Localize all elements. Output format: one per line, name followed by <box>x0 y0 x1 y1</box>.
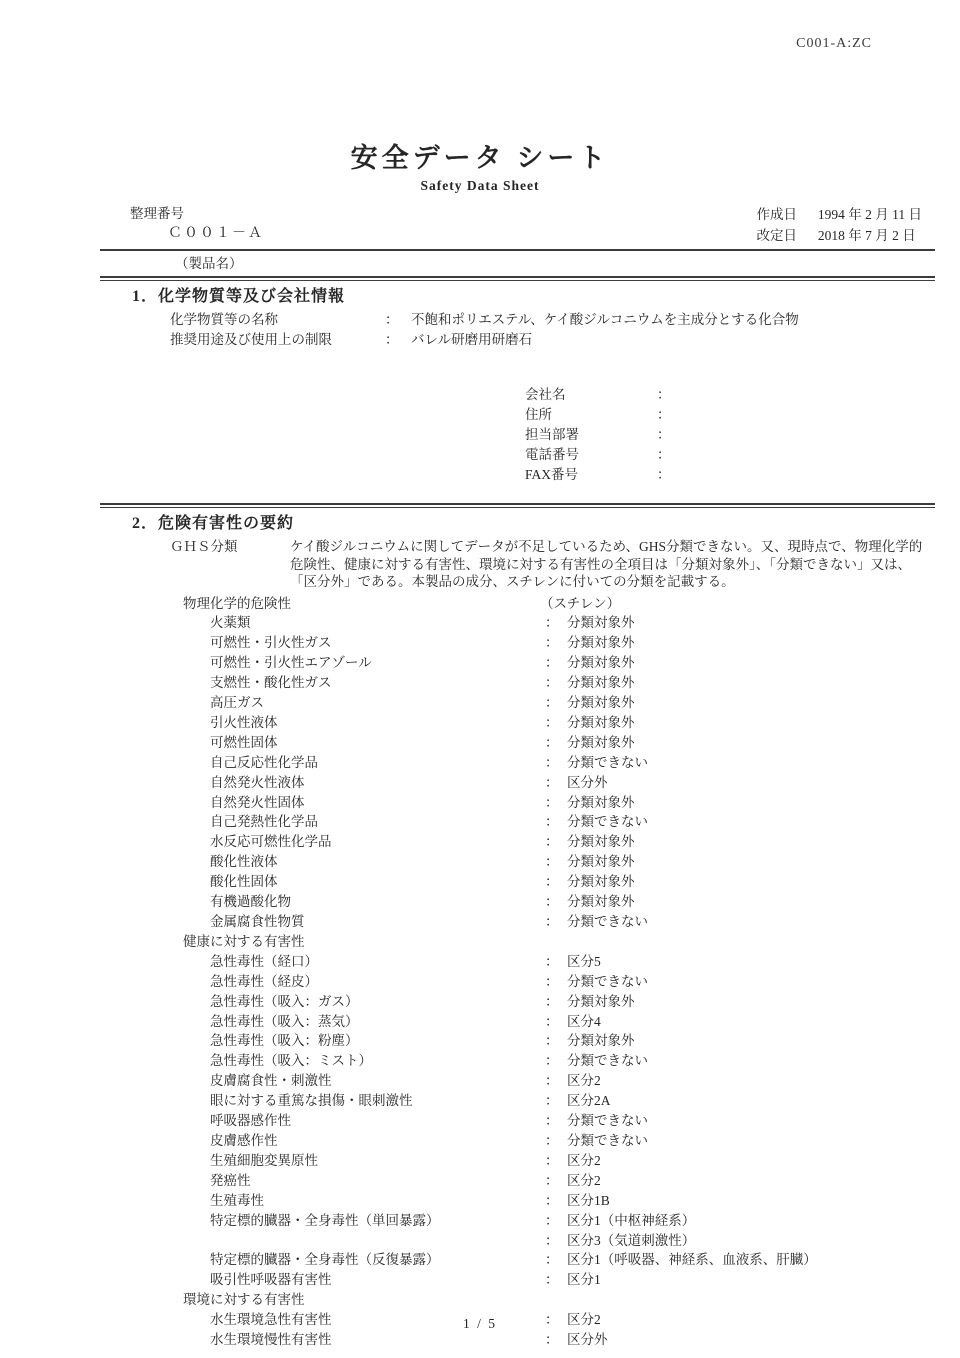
section1-heading: 1．化学物質等及び会社情報 <box>132 288 346 305</box>
created-date-value: 1994 年 2 月 11 日 <box>817 207 922 222</box>
hazard-label: 自然発火性固体 <box>210 794 305 810</box>
hazard-row <box>210 872 960 892</box>
hazard-label: 自己反応性化学品 <box>210 754 318 770</box>
hazard-value: 分類できない <box>567 814 648 830</box>
hazard-row <box>210 713 960 733</box>
info-value: バレル研磨用研磨石 <box>411 332 533 347</box>
company-info-label: FAX番号 <box>525 467 579 482</box>
info-label: 化学物質等の名称 <box>170 312 278 327</box>
styrene-note: （スチレン） <box>540 595 621 611</box>
hazard-row <box>210 1171 960 1191</box>
hazard-label: 生殖細胞変異原性 <box>210 1152 318 1168</box>
colon-separator: ： <box>545 1252 559 1268</box>
hazard-value: 区分2 <box>567 1073 601 1089</box>
hazard-value: 分類できない <box>567 973 648 989</box>
hazard-value: 区分5 <box>567 953 601 969</box>
hazard-row <box>210 912 960 932</box>
page-title: 安全データ シート <box>350 143 610 173</box>
revised-date-value: 2018 年 7 月 2 日 <box>817 228 916 243</box>
colon-separator: ： <box>545 1113 559 1129</box>
colon-separator: ： <box>545 993 559 1009</box>
ghs-classification-text: ケイ酸ジルコニウムに関してデータが不足しているため、GHS分類できない。又、現時点で、物理化学的危険性、健康に対する有害性、環境に対する有害性の全項目は「分類対象外」、「分類できない」又は、「区分外」である。本製品の成分、スチレンに付いての分類を記載する。 <box>290 539 923 589</box>
created-date-label: 作成日 <box>756 207 797 222</box>
section2-heading: 2．危険有害性の要約 <box>132 515 295 532</box>
hazard-row <box>210 673 960 693</box>
info-row <box>170 310 960 330</box>
hazard-row <box>210 1031 960 1051</box>
hazard-value: 分類対象外 <box>567 874 635 890</box>
health-hazard-rows <box>210 952 960 1290</box>
hazard-row <box>210 972 960 992</box>
hazard-row <box>210 1012 960 1032</box>
colon-separator: ： <box>545 1152 559 1168</box>
hazard-row <box>210 1211 960 1231</box>
hazard-row <box>210 753 960 773</box>
company-info-label: 住所 <box>525 407 552 422</box>
hazard-value: 分類できない <box>567 914 648 929</box>
page-subtitle: Safety Data Sheet <box>420 178 540 193</box>
hazard-row <box>210 852 960 872</box>
hazard-value: 分類対象外 <box>567 695 635 711</box>
hazard-label: 皮膚感作性 <box>210 1132 278 1148</box>
hazard-row <box>210 1051 960 1071</box>
hazard-value: 分類できない <box>567 1053 648 1069</box>
company-info-row <box>525 405 960 425</box>
hazard-label: 可燃性・引火性ガス <box>210 635 332 651</box>
hazard-row <box>210 1270 960 1290</box>
hazard-row <box>210 832 960 852</box>
colon-separator: ： <box>545 814 559 830</box>
hazard-value: 区分1（呼吸器、神経系、血液系、肝臓） <box>567 1252 817 1268</box>
hazard-label: 眼に対する重篤な損傷・眼刺激性 <box>210 1093 413 1109</box>
colon-separator: ： <box>545 774 559 790</box>
colon-separator: ： <box>545 714 559 730</box>
hazard-row <box>210 1091 960 1111</box>
hazard-row <box>210 1191 960 1211</box>
ref-number-value: Ｃ００１－Ａ <box>168 226 264 241</box>
environment-hazards-header: 環境に対する有害性 <box>183 1292 305 1308</box>
colon-separator: ： <box>545 1033 559 1049</box>
hazard-value: 分類できない <box>567 1113 648 1129</box>
hazard-label: 火薬類 <box>210 615 251 631</box>
info-value: 不飽和ポリエステル、ケイ酸ジルコニウムを主成分とする化合物 <box>411 312 799 327</box>
hazard-value: 分類対象外 <box>567 675 635 691</box>
meta-row <box>0 204 960 246</box>
hazard-label: 呼吸器感作性 <box>210 1113 291 1129</box>
hazard-value: 区分4 <box>567 1013 601 1029</box>
colon-separator: ： <box>657 427 671 442</box>
colon-separator: ： <box>545 695 559 711</box>
colon-separator: ： <box>545 1232 559 1248</box>
hazard-value: 分類対象外 <box>567 635 635 651</box>
hazard-label: 支燃性・酸化性ガス <box>210 675 332 691</box>
company-info-row <box>525 445 960 465</box>
colon-separator: ： <box>545 1172 559 1188</box>
hazard-label: 可燃性固体 <box>210 734 278 750</box>
hazard-row <box>210 773 960 793</box>
hazard-value: 区分1 <box>567 1272 601 1288</box>
hazard-row <box>210 992 960 1012</box>
ref-number-label: 整理番号 <box>130 206 184 221</box>
hazard-label: 金属腐食性物質 <box>210 914 305 929</box>
hazard-value: 区分2 <box>567 1172 601 1188</box>
hazard-row <box>210 633 960 653</box>
hazard-label: 急性毒性（吸入：蒸気） <box>210 1013 359 1029</box>
hazard-value: 分類対象外 <box>567 714 635 730</box>
hazard-row <box>210 733 960 753</box>
hazard-row <box>210 952 960 972</box>
hazard-label: 吸引性呼吸器有害性 <box>210 1272 332 1288</box>
info-label: 推奨用途及び使用上の制限 <box>170 332 332 347</box>
hazard-label: 自己発熱性化学品 <box>210 814 318 830</box>
hazard-value: 分類対象外 <box>567 655 635 671</box>
hazard-row <box>210 1250 960 1270</box>
hazard-label: 急性毒性（吸入：粉塵） <box>210 1033 359 1049</box>
colon-separator: ： <box>657 447 671 462</box>
hazard-value: 分類できない <box>567 1132 648 1148</box>
hazard-label: 酸化性固体 <box>210 874 278 890</box>
hazard-label: 酸化性液体 <box>210 854 278 870</box>
ghs-label: ＧＨＳ分類 <box>170 539 238 554</box>
hazard-label: 皮膚腐食性・刺激性 <box>210 1073 332 1089</box>
hazard-value: 区分2 <box>567 1312 601 1328</box>
colon-separator: ： <box>545 973 559 989</box>
hazard-label: 生殖毒性 <box>210 1192 264 1208</box>
hazard-label <box>210 1231 545 1251</box>
section1-rows <box>170 310 960 350</box>
hazard-row <box>210 793 960 813</box>
hazard-label: 特定標的臓器・全身毒性（反復暴露） <box>210 1252 440 1268</box>
colon-separator: ： <box>545 754 559 770</box>
hazard-label: 可燃性・引火性エアゾール <box>210 655 372 671</box>
hazard-value: 区分外 <box>567 774 608 790</box>
company-info-row <box>525 465 960 485</box>
hazard-value: 分類対象外 <box>567 1033 635 1049</box>
title-block <box>0 0 960 194</box>
colon-separator: ： <box>545 1272 559 1288</box>
hazard-label: 引火性液体 <box>210 714 278 730</box>
hazard-value: 区分2A <box>567 1093 611 1109</box>
colon-separator: ： <box>545 1332 559 1348</box>
revised-date-row <box>757 225 923 246</box>
company-info-row <box>525 385 960 405</box>
hazard-label: 水反応可燃性化学品 <box>210 834 332 850</box>
colon-separator: ： <box>545 1312 559 1328</box>
colon-separator: ： <box>545 1093 559 1109</box>
colon-separator: ： <box>385 312 399 327</box>
colon-separator: ： <box>545 834 559 850</box>
colon-separator: ： <box>545 953 559 969</box>
hazard-label: 自然発火性液体 <box>210 774 305 790</box>
company-info-label: 担当部署 <box>525 427 579 442</box>
colon-separator: ： <box>545 1212 559 1228</box>
colon-separator: ： <box>545 1053 559 1069</box>
physical-hazards-header-row <box>183 594 960 614</box>
colon-separator: ： <box>545 1073 559 1089</box>
colon-separator: ： <box>657 407 671 422</box>
hazard-row <box>210 892 960 912</box>
hazard-label: 急性毒性（経皮） <box>210 973 318 989</box>
hazard-label: 有機過酸化物 <box>210 894 291 910</box>
hazard-value: 分類対象外 <box>567 834 635 850</box>
hazard-label: 高圧ガス <box>210 695 264 711</box>
info-row <box>170 330 960 350</box>
hazard-value: 分類対象外 <box>567 615 635 631</box>
hazard-label: 特定標的臓器・全身毒性（単回暴露） <box>210 1212 440 1228</box>
hazard-label: 急性毒性（吸入：ミスト） <box>210 1053 372 1069</box>
colon-separator: ： <box>545 854 559 870</box>
hazard-value: 分類対象外 <box>567 993 635 1009</box>
physical-hazard-rows <box>210 613 960 932</box>
colon-separator: ： <box>545 1013 559 1029</box>
hazard-label: 水生環境急性有害性 <box>210 1312 332 1328</box>
colon-separator: ： <box>545 675 559 691</box>
hazard-row <box>210 613 960 633</box>
company-info-block <box>525 385 960 485</box>
colon-separator: ： <box>545 1192 559 1208</box>
colon-separator: ： <box>385 332 399 347</box>
health-hazards-header: 健康に対する有害性 <box>183 933 305 949</box>
divider <box>100 249 935 251</box>
physical-hazards-header: 物理化学的危険性 <box>183 595 291 611</box>
hazard-row <box>210 1131 960 1151</box>
hazard-value: 分類対象外 <box>567 854 635 870</box>
divider-double <box>100 503 935 508</box>
company-info-label: 会社名 <box>525 387 566 402</box>
hazard-label: 急性毒性（経口） <box>210 953 318 969</box>
company-info-label: 電話番号 <box>525 447 579 462</box>
colon-separator: ： <box>545 874 559 890</box>
hazard-value: 区分外 <box>567 1332 608 1348</box>
divider-double <box>100 276 935 281</box>
dates-block <box>757 204 923 246</box>
hazard-row <box>210 1231 960 1251</box>
colon-separator: ： <box>545 655 559 671</box>
reference-number-block <box>130 204 264 246</box>
colon-separator: ： <box>545 615 559 631</box>
colon-separator: ： <box>657 467 671 482</box>
hazard-label: 急性毒性（吸入：ガス） <box>210 993 359 1009</box>
hazard-value: 区分1（中枢神経系） <box>567 1212 696 1228</box>
doc-code: C001-A:ZC <box>796 36 872 51</box>
hazard-value: 区分2 <box>567 1152 601 1168</box>
hazard-row <box>210 653 960 673</box>
hazard-label: 発癌性 <box>210 1172 251 1188</box>
hazard-value: 区分1B <box>567 1192 610 1208</box>
hazard-row <box>210 812 960 832</box>
ghs-classification-row <box>170 538 960 591</box>
hazard-row <box>210 693 960 713</box>
colon-separator: ： <box>657 387 671 402</box>
page-number: 1 / 5 <box>462 1316 497 1331</box>
colon-separator: ： <box>545 894 559 910</box>
created-date-row <box>757 204 923 225</box>
hazard-value: 区分3（気道刺激性） <box>567 1232 696 1248</box>
hazard-value: 分類できない <box>567 754 648 770</box>
product-name-label: （製品名） <box>175 256 243 271</box>
colon-separator: ： <box>545 1132 559 1148</box>
colon-separator: ： <box>545 734 559 750</box>
hazard-value: 分類対象外 <box>567 794 635 810</box>
hazard-row <box>210 1151 960 1171</box>
hazard-label: 水生環境慢性有害性 <box>210 1332 332 1348</box>
hazard-row <box>210 1330 960 1350</box>
hazard-value: 分類対象外 <box>567 894 635 910</box>
revised-date-label: 改定日 <box>756 228 797 243</box>
colon-separator: ： <box>545 914 559 929</box>
hazard-row <box>210 1111 960 1131</box>
colon-separator: ： <box>545 794 559 810</box>
colon-separator: ： <box>545 635 559 651</box>
hazard-value: 分類対象外 <box>567 734 635 750</box>
hazard-row <box>210 1071 960 1091</box>
company-info-row <box>525 425 960 445</box>
